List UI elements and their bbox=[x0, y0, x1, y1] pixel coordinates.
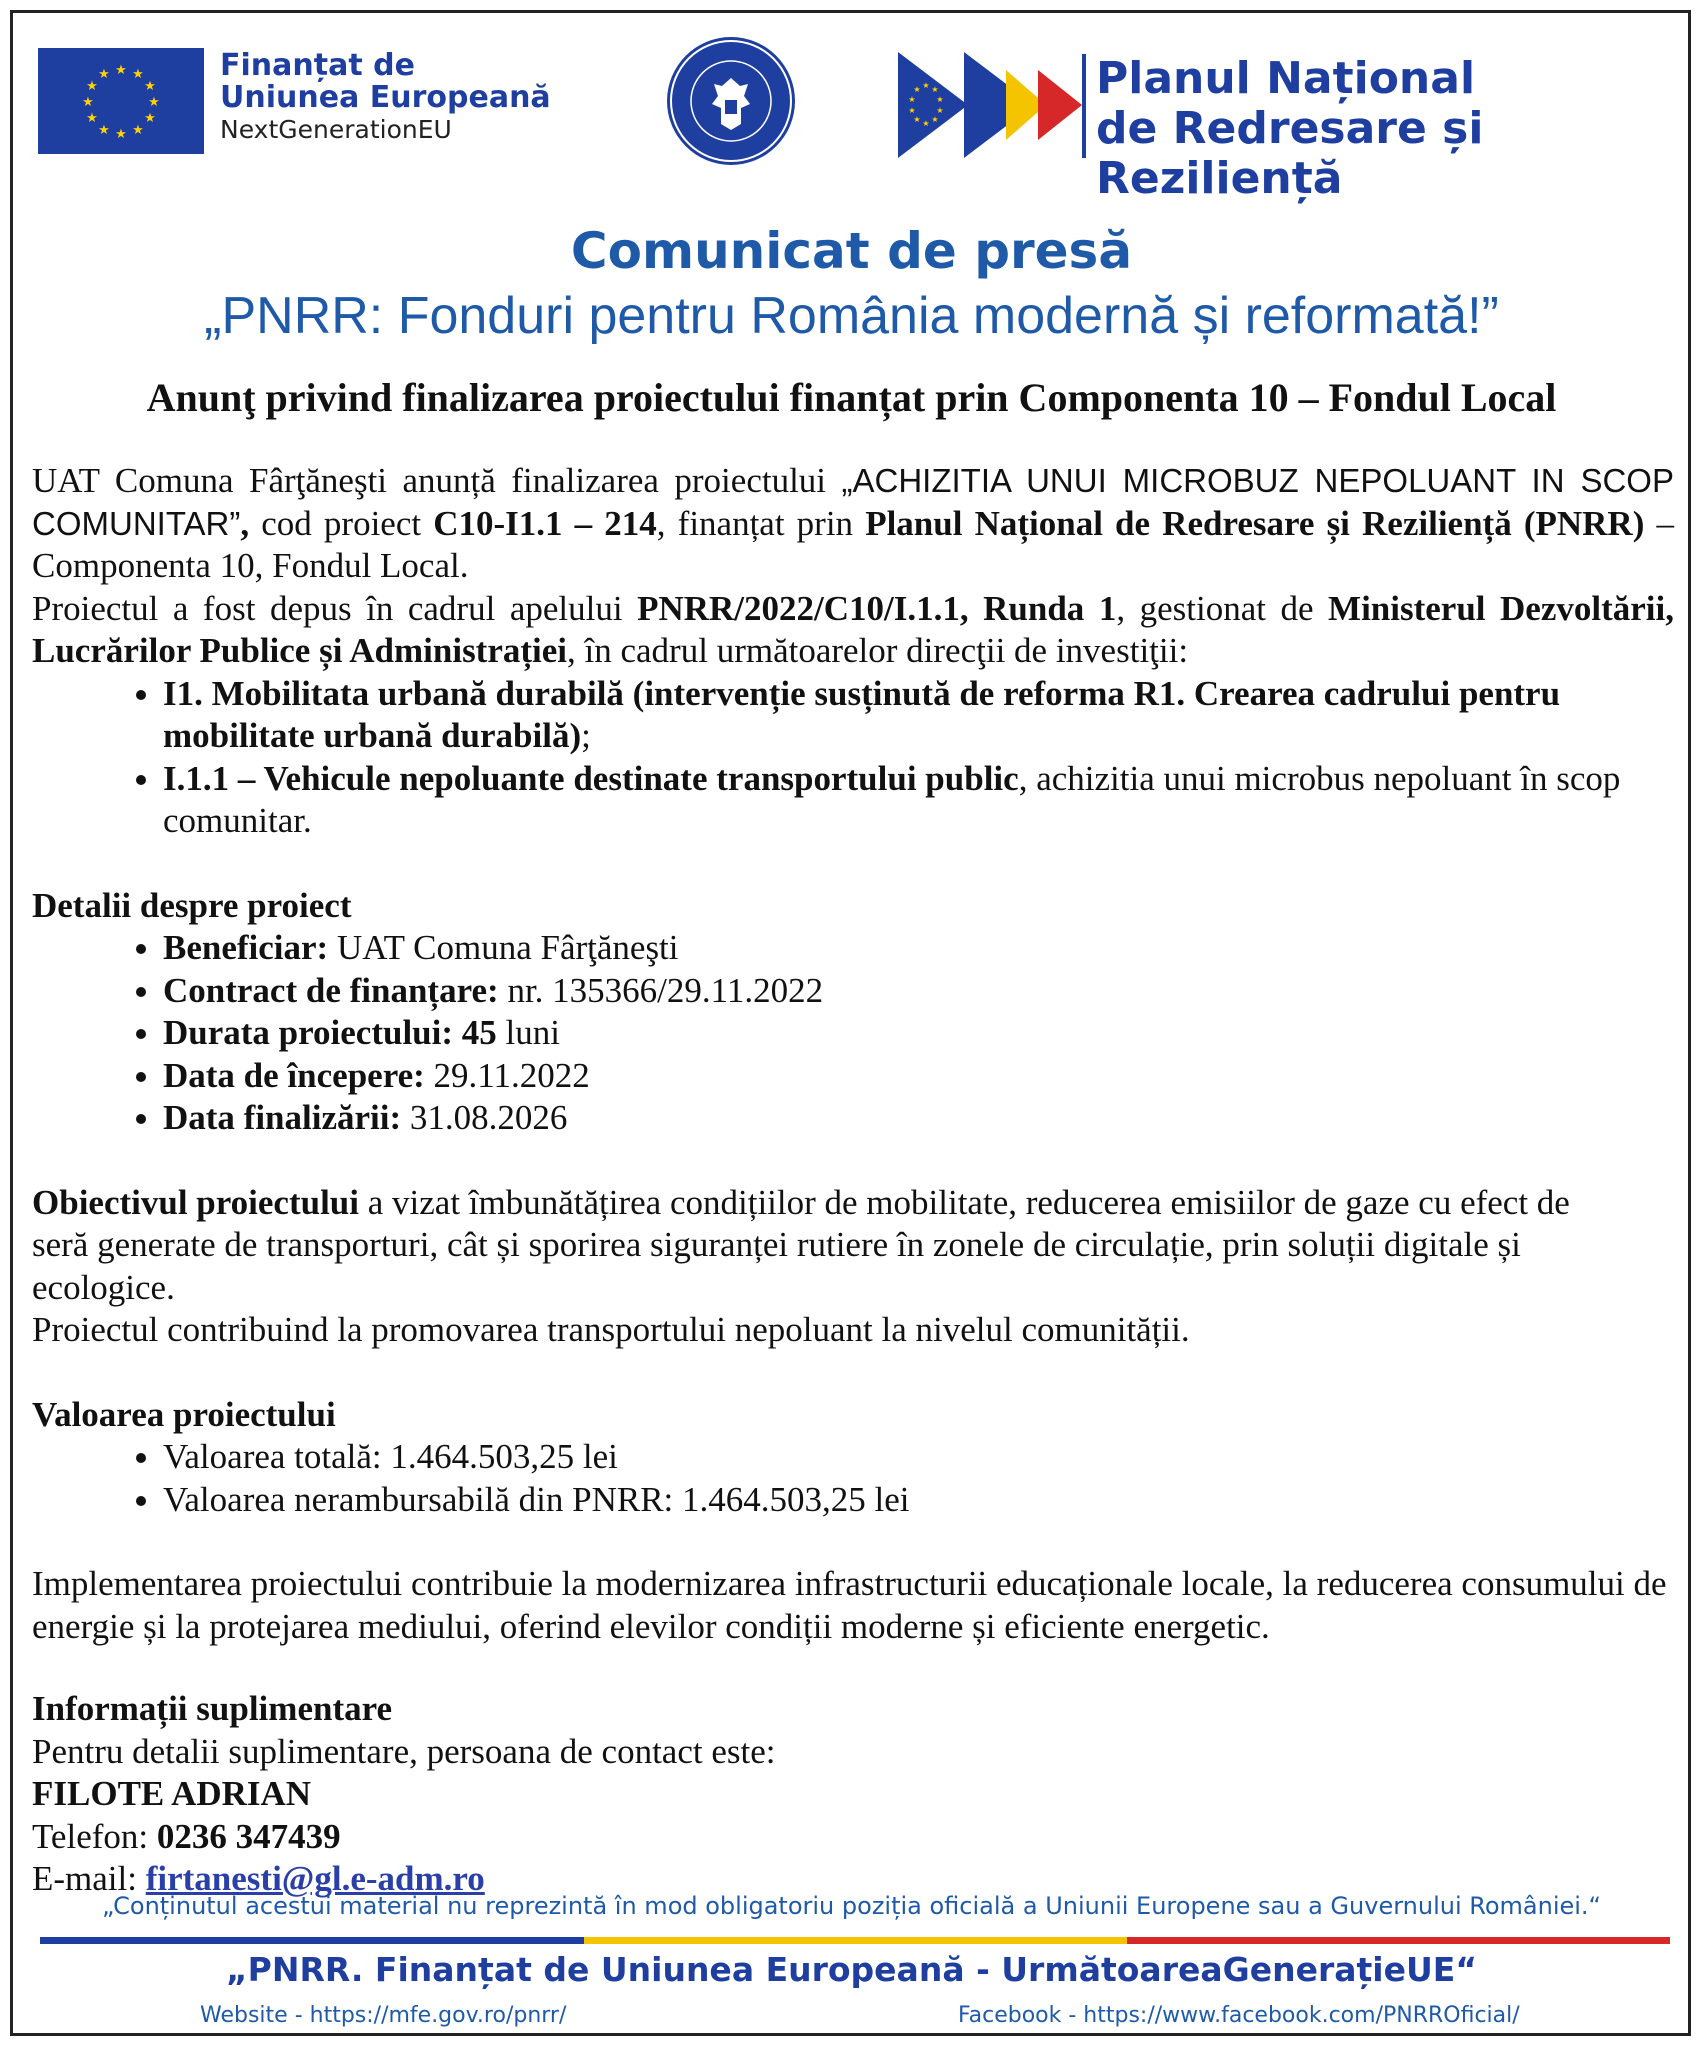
project-title: „ACHIZITIA UNUI MICROBUZ NEPOLUANT IN SCOP COMUNITAR” bbox=[32, 462, 1674, 542]
intro-text-b: cod proiect bbox=[249, 503, 434, 543]
beneficiar-label: Beneficiar: bbox=[163, 928, 329, 967]
svg-text:★: ★ bbox=[115, 127, 127, 142]
slogan-title: „PNRR: Fonduri pentru România modernă și reformată!” bbox=[204, 287, 1499, 345]
program-name: Planul Național de Redresare și Reziliență (PNRR) bbox=[865, 503, 1645, 543]
contact-name-text: FILOTE ADRIAN bbox=[32, 1774, 312, 1813]
list-item: • Valoarea totală: 1.464.503,25 lei bbox=[163, 1436, 1674, 1479]
contact-name bbox=[32, 1773, 1674, 1816]
ministry-name: Ministerul Dezvoltării, Lucrărilor Publice și Administrației bbox=[32, 588, 1674, 670]
svg-text:★: ★ bbox=[922, 81, 930, 90]
government-seal-icon bbox=[664, 34, 798, 168]
start-date-value: 29.11.2022 bbox=[424, 1055, 590, 1095]
contact-heading bbox=[32, 1688, 1674, 1731]
footer-slogan: „PNRR. Finanțat de Uniunea Europeană - UrmătoareaGenerațieUE“ bbox=[225, 1950, 1478, 1989]
contract-value: nr. 135366/29.11.2022 bbox=[498, 970, 824, 1010]
call-code: PNRR/2022/C10/I.1.1, Runda 1 bbox=[637, 588, 1117, 628]
contact-intro: Pentru detalii suplimentare, persoana de contact este: bbox=[32, 1731, 776, 1771]
svg-text:★: ★ bbox=[931, 85, 939, 94]
project-code: C10-I1.1 – 214 bbox=[433, 503, 657, 543]
email-link[interactable]: firtanesti@gl.e-adm.ro bbox=[145, 1859, 485, 1898]
svg-text:★: ★ bbox=[82, 95, 94, 110]
details-list bbox=[32, 927, 1674, 1140]
direction-1: I1. Mobilitata urbană durabilă (intervenție susținută de reforma R1. Crearea cadrului pentru mobilitate urbană durabilă) bbox=[163, 673, 1561, 755]
svg-text:★: ★ bbox=[908, 95, 916, 104]
investment-directions-list bbox=[32, 673, 1674, 843]
intro-text-c: , finanțat prin bbox=[656, 503, 866, 543]
pnrr-logo-icon bbox=[898, 52, 1082, 158]
list-item bbox=[163, 1097, 1674, 1140]
svg-text:★: ★ bbox=[148, 95, 160, 110]
pnrr-divider bbox=[1082, 54, 1086, 158]
svg-text:★: ★ bbox=[908, 106, 916, 115]
pnrr-label-line1: Planul Național bbox=[1096, 53, 1476, 104]
pnrr-label-line2: de Redresare și Reziliență bbox=[1096, 103, 1484, 204]
duration-unit: luni bbox=[496, 1013, 560, 1052]
call-paragraph bbox=[32, 588, 1674, 673]
list-item bbox=[163, 927, 1674, 970]
svg-text:★: ★ bbox=[132, 67, 144, 82]
intro-text-a: UAT Comuna Fârţăneşti anunță finalizarea proiectului bbox=[32, 461, 842, 500]
direction-2: I.1.1 – Vehicule nepoluante destinate transportului public bbox=[163, 758, 1019, 798]
svg-text:★: ★ bbox=[86, 111, 98, 126]
list-item bbox=[163, 673, 1674, 758]
duration-number: 45 bbox=[453, 1013, 497, 1052]
impact-paragraph: Implementarea proiectului contribuie la modernizarea infrastructurii educaționale locale, la reducerea consumului de energie și la protejarea mediului, oferind elevilor condiții moderne și eficiente energetic. bbox=[32, 1564, 1667, 1646]
duration-label: Durata proiectului: bbox=[163, 1013, 454, 1052]
disclaimer: „Conținutul acestui material nu reprezintă în mod obligatoriu poziția oficială a Uniunii Europene sau a Guvernului României.“ bbox=[102, 1892, 1601, 1920]
intro-text-d: – Componenta 10, Fondul Local. bbox=[32, 503, 1674, 585]
call-text-b: , gestionat de bbox=[1116, 588, 1329, 628]
announcement-title: Anunţ privind finalizarea proiectului finanțat prin Componenta 10 – Fondul Local bbox=[146, 375, 1557, 420]
eu-funding-line2: Uniunea Europeană bbox=[220, 80, 551, 115]
facebook-link[interactable]: Facebook - https://www.facebook.com/PNRROficial/ bbox=[958, 2003, 1520, 2028]
call-text-c: , în cadrul următoarelor direcţii de investiţii: bbox=[567, 631, 1189, 670]
svg-text:★: ★ bbox=[132, 123, 144, 138]
contract-label: Contract de finanțare: bbox=[163, 970, 499, 1010]
details-heading-text: Detalii despre proiect bbox=[32, 885, 352, 925]
svg-text:★: ★ bbox=[144, 111, 156, 126]
eu-funding-line1: Finanțat de bbox=[220, 48, 415, 83]
svg-text:★: ★ bbox=[936, 106, 944, 115]
list-item: • Valoarea nerambursabilă din PNRR: 1.464.503,25 lei bbox=[163, 1479, 1674, 1522]
email-label: E-mail: bbox=[32, 1859, 146, 1898]
body-content bbox=[32, 460, 1674, 1901]
press-release-title: Comunicat de presă bbox=[570, 222, 1133, 280]
start-date-label: Data de începere: bbox=[163, 1055, 425, 1095]
call-text-a: Proiectul a fost depus în cadrul apelului bbox=[32, 588, 638, 628]
end-date-label: Data finalizării: bbox=[163, 1098, 402, 1137]
objective-paragraph-2: Proiectul contribuind la promovarea transportului nepoluant la nivelul comunității. bbox=[32, 1310, 1190, 1349]
list-item bbox=[163, 970, 1674, 1013]
svg-text:★: ★ bbox=[913, 85, 921, 94]
svg-text:★: ★ bbox=[922, 119, 930, 128]
end-date-value: 31.08.2026 bbox=[401, 1098, 568, 1137]
svg-text:★: ★ bbox=[115, 63, 127, 78]
details-heading bbox=[32, 885, 1674, 928]
list-item bbox=[163, 1055, 1674, 1098]
tricolor-stripe bbox=[40, 1937, 1670, 1944]
list-item bbox=[163, 758, 1674, 843]
direction-2-rest: , achizitia unui microbus nepoluant în scop comunitar. bbox=[163, 758, 1621, 840]
phone-label: Telefon: bbox=[32, 1816, 157, 1856]
objective-paragraph bbox=[32, 1182, 1632, 1310]
svg-text:★: ★ bbox=[98, 67, 110, 82]
svg-text:★: ★ bbox=[144, 79, 156, 94]
intro-comma: , bbox=[240, 503, 250, 543]
direction-1-end: ; bbox=[581, 716, 591, 755]
value-heading-text: Valoarea proiectului bbox=[32, 1394, 336, 1434]
intro-paragraph bbox=[32, 460, 1674, 588]
eu-flag-icon bbox=[38, 48, 204, 154]
eu-funding-line3: NextGenerationEU bbox=[220, 115, 452, 144]
contact-phone bbox=[32, 1816, 1674, 1859]
website-link[interactable]: Website - https://mfe.gov.ro/pnrr/ bbox=[200, 2003, 567, 2028]
svg-text:★: ★ bbox=[913, 115, 921, 124]
svg-text:★: ★ bbox=[931, 115, 939, 124]
svg-text:★: ★ bbox=[98, 123, 110, 138]
value-heading bbox=[32, 1394, 1674, 1437]
beneficiar-value: UAT Comuna Fârţăneşti bbox=[328, 928, 679, 967]
list-item bbox=[163, 1012, 1674, 1055]
svg-text:★: ★ bbox=[936, 95, 944, 104]
contact-heading-text: Informații suplimentare bbox=[32, 1689, 393, 1728]
eu-funding-label bbox=[220, 50, 551, 146]
objective-label: Obiectivul proiectului bbox=[32, 1182, 359, 1222]
svg-text:★: ★ bbox=[86, 79, 98, 94]
phone-number: 0236 347439 bbox=[156, 1816, 341, 1856]
pnrr-label bbox=[1096, 54, 1703, 204]
objective-text: a vizat îmbunătățirea condițiilor de mobilitate, reducerea emisiilor de gaze cu efect de seră generate de transporturi, cât și sporirea siguranței rutiere în zonele de circulație, prin soluții digitale și ecologice. bbox=[32, 1182, 1570, 1307]
value-list bbox=[32, 1436, 1674, 1521]
